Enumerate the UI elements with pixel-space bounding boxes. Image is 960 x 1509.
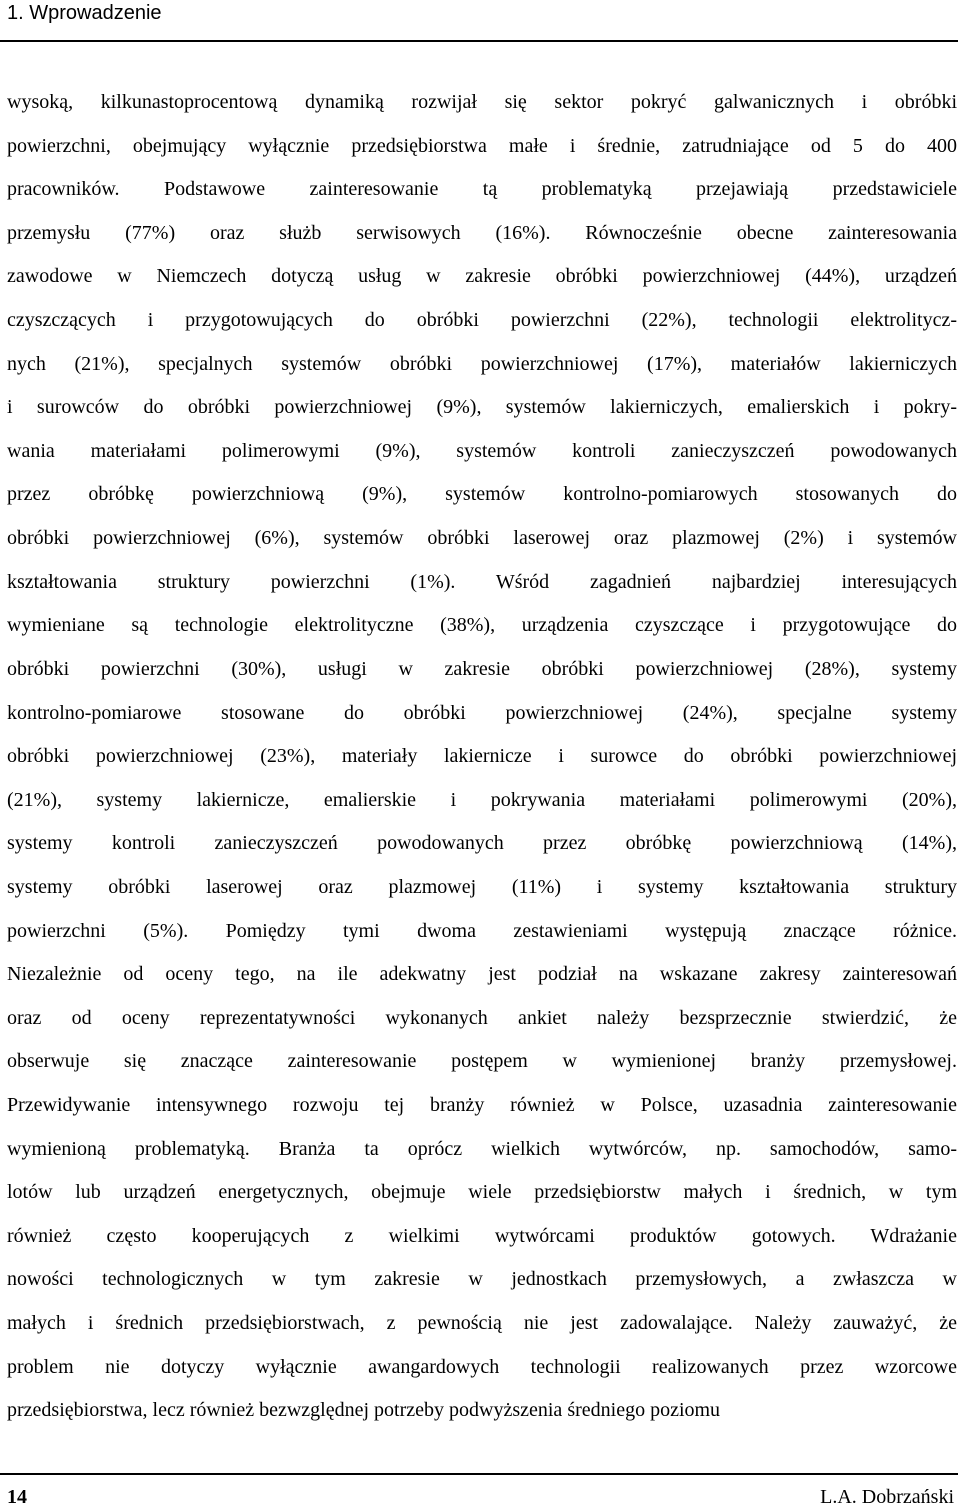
- text-line: nowości technologicznych w tym zakresie w jednostkach przemysłowych, a zwłaszcza w: [7, 1268, 957, 1291]
- text-line: (21%), systemy lakiernicze, emalierskie i pokrywania materiałami polimerowymi (20%),: [7, 788, 957, 811]
- text-line: Przewidywanie intensywnego rozwoju tej branży również w Polsce, uzasadnia zainteresowanie: [7, 1094, 957, 1117]
- chapter-header: 1. Wprowadzenie: [7, 2, 162, 24]
- text-line: kształtowania struktury powierzchni (1%). Wśród zagadnień najbardziej interesujących: [7, 570, 957, 593]
- text-line: systemy kontroli zanieczyszczeń powodowanych przez obróbkę powierzchniową (14%),: [7, 832, 957, 855]
- text-line: problem nie dotyczy wyłącznie awangardowych technologii realizowanych przez wzorcowe: [7, 1355, 957, 1378]
- text-line: zawodowe w Niemczech dotyczą usług w zakresie obróbki powierzchniowej (44%), urządzeń: [7, 265, 957, 288]
- page-number: 14: [7, 1486, 27, 1508]
- text-line: Niezależnie od oceny tego, na ile adekwatny jest podział na wskazane zakresy zainteresowań: [7, 963, 957, 986]
- text-line: czyszczących i przygotowujących do obróbki powierzchni (22%), technologii elektrolitycz-: [7, 309, 957, 332]
- text-line: lotów lub urządzeń energetycznych, obejmuje wiele przedsiębiorstw małych i średnich, w tym: [7, 1181, 957, 1204]
- header-rule: [0, 40, 958, 42]
- text-line: wania materiałami polimerowymi (9%), systemów kontroli zanieczyszczeń powodowanych: [7, 439, 957, 462]
- text-line: małych i średnich przedsiębiorstwach, z pewnością nie jest zadowalające. Należy zauważyć, że: [7, 1312, 957, 1335]
- body-paragraph: [7, 81, 957, 1433]
- text-line: wymienioną problematyką. Branża ta oprócz wielkich wytwórców, np. samochodów, samo-: [7, 1137, 957, 1160]
- text-line: kontrolno-pomiarowe stosowane do obróbki powierzchniowej (24%), specjalne systemy: [7, 701, 957, 724]
- text-line: powierzchni (5%). Pomiędzy tymi dwoma zestawieniami występują znaczące różnice.: [7, 919, 957, 942]
- text-line: systemy obróbki laserowej oraz plazmowej (11%) i systemy kształtowania struktury: [7, 875, 957, 898]
- text-line: oraz od oceny reprezentatywności wykonanych ankiet należy bezsprzecznie stwierdzić, że: [7, 1006, 957, 1029]
- running-footer-author: L.A. Dobrzański: [820, 1486, 954, 1508]
- text-line: obróbki powierzchni (30%), usługi w zakresie obróbki powierzchniowej (28%), systemy: [7, 657, 957, 680]
- text-line: obróbki powierzchniowej (23%), materiały lakiernicze i surowce do obróbki powierzchniowej: [7, 745, 957, 768]
- text-line: pracowników. Podstawowe zainteresowanie tą problematyką przejawiają przedstawiciele: [7, 178, 957, 201]
- text-line: przez obróbkę powierzchniową (9%), systemów kontrolno-pomiarowych stosowanych do: [7, 483, 957, 506]
- text-line: wysoką, kilkunastoprocentową dynamiką rozwijał się sektor pokryć galwanicznych i obróbki: [7, 91, 957, 113]
- text-line: obserwuje się znaczące zainteresowanie postępem w wymienionej branży przemysłowej.: [7, 1050, 957, 1073]
- footer-rule: [0, 1473, 958, 1475]
- text-line: nych (21%), specjalnych systemów obróbki powierzchniowej (17%), materiałów lakierniczych: [7, 352, 957, 375]
- text-line: przemysłu (77%) oraz służb serwisowych (16%). Równocześnie obecne zainteresowania: [7, 221, 957, 244]
- text-line: powierzchni, obejmujący wyłącznie przedsiębiorstwa małe i średnie, zatrudniające od 5 do 400: [7, 134, 957, 157]
- text-line: i surowców do obróbki powierzchniowej (9%), systemów lakierniczych, emalierskich i pokry-: [7, 396, 957, 419]
- text-line: również często kooperujących z wielkimi wytwórcami produktów gotowych. Wdrażanie: [7, 1224, 957, 1247]
- text-line: przedsiębiorstwa, lecz również bezwzględnej potrzeby podwyższenia średniego poziomu: [7, 1399, 721, 1422]
- text-line: wymieniane są technologie elektrolityczne (38%), urządzenia czyszczące i przygotowujące do: [7, 614, 957, 637]
- text-line: obróbki powierzchniowej (6%), systemów obróbki laserowej oraz plazmowej (2%) i systemów: [7, 527, 957, 550]
